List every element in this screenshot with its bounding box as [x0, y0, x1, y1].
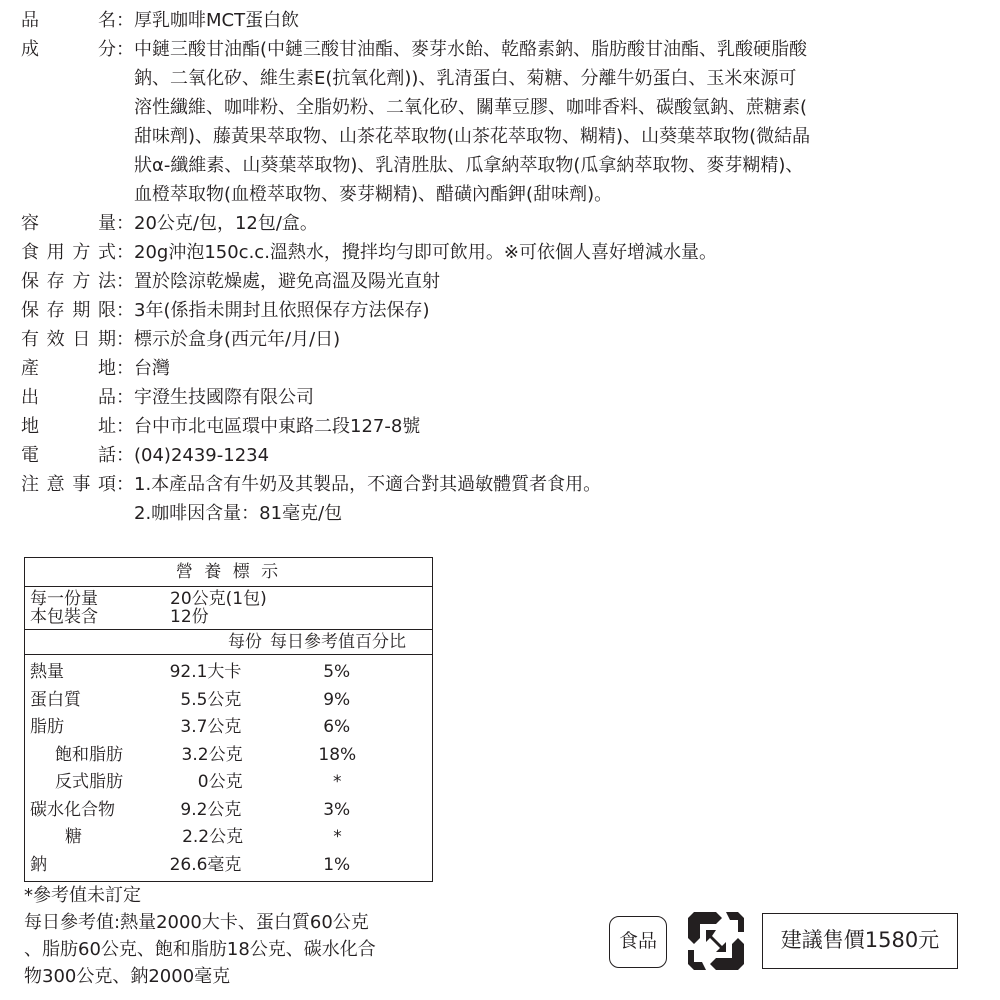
spec-value [134, 35, 986, 209]
nutrition-row [25, 824, 432, 852]
nutrient-amount: 0公克 [197, 772, 243, 792]
food-badge: 食品 [609, 916, 667, 968]
spec-value: (04)2439-1234 [134, 445, 270, 466]
nutrient-amount: 2.2公克 [182, 827, 244, 847]
nutrient-pct: 6% [323, 717, 351, 737]
nutrition-rows [25, 655, 432, 881]
spec-shelf-life [21, 296, 986, 325]
nutrient-name: 蛋白質 [30, 689, 81, 710]
spec-label: 有 效 日 期 [21, 329, 116, 350]
spec-colon: ： [116, 10, 134, 31]
spec-colon: ： [116, 242, 134, 263]
servings-row [30, 608, 432, 626]
spec-colon: ： [116, 300, 134, 321]
nutrition-row [25, 659, 432, 687]
servings-value: 12份 [170, 607, 209, 627]
nutrient-name: 糖 [65, 827, 82, 847]
nutrient-amount: 9.2公克 [180, 799, 242, 820]
col-daily-pct: 每日參考值百分比 [270, 632, 406, 652]
spec-storage [21, 267, 986, 296]
spec-value: 台灣 [134, 358, 170, 379]
spec-label: 地 址 [21, 416, 116, 437]
spec-volume [21, 209, 986, 238]
spec-colon: ： [116, 358, 134, 379]
product-specs [21, 6, 986, 528]
spec-origin [21, 354, 986, 383]
spec-value: 標示於盒身(西元年/月/日) [134, 329, 341, 350]
spec-phone [21, 441, 986, 470]
recycle-icon [686, 908, 746, 974]
spec-colon: ： [116, 271, 134, 292]
nutrient-name: 碳水化合物 [30, 799, 115, 820]
ingredients-line: 中鏈三酸甘油酯(中鏈三酸甘油酯、麥芽水飴、乾酪素鈉、脂肪酸甘油酯、乳酸硬脂酸 [134, 39, 808, 60]
spec-colon: ： [116, 39, 134, 60]
nutrition-serving-info [25, 587, 432, 629]
nutrient-name: 熱量 [30, 662, 64, 682]
nutrient-name: 反式脂肪 [55, 772, 123, 792]
ingredients-line: 溶性纖維、咖啡粉、全脂奶粉、二氧化矽、關華豆膠、咖啡香料、碳酸氫鈉、蔗糖素( [134, 97, 808, 118]
spec-ingredients [21, 35, 986, 209]
spec-value: 宇澄生技國際有限公司 [134, 387, 314, 408]
nutrition-row [25, 769, 432, 797]
footnote-line: *參考值未訂定 [24, 885, 141, 906]
nutrition-row [25, 797, 432, 825]
nutrient-name: 脂肪 [30, 717, 64, 737]
nutrition-row [25, 742, 432, 770]
ingredients-line: 鈉、二氧化矽、維生素E(抗氧化劑))、乳清蛋白、菊糖、分離牛奶蛋白、玉米來源可 [134, 68, 797, 89]
spec-notes [21, 470, 986, 528]
spec-name [21, 6, 986, 35]
spec-label: 注 意 事 項 [21, 474, 116, 495]
ingredients-line: 血橙萃取物(血橙萃取物、麥芽糊精)、醋磺內酯鉀(甜味劑)。 [134, 184, 613, 205]
spec-maker [21, 383, 986, 412]
nutrient-amount: 92.1大卡 [169, 662, 242, 682]
nutrition-footnote [24, 882, 376, 990]
spec-value: 置於陰涼乾燥處，避免高溫及陽光直射 [134, 271, 440, 292]
nutrient-pct: * [333, 772, 342, 792]
spec-value: 台中市北屯區環中東路二段127-8號 [134, 416, 421, 437]
spec-colon: ： [116, 416, 134, 437]
spec-value: 20公克/包，12包/盒。 [134, 213, 318, 234]
nutrition-table [24, 557, 433, 882]
spec-label: 出 品 [21, 387, 116, 408]
serving-size-row [30, 590, 432, 608]
spec-value: 3年(係指未開封且依照保存方法保存) [134, 300, 430, 321]
nutrient-pct: 5% [323, 662, 351, 682]
servings-label: 本包裝含 [30, 607, 98, 627]
spec-label: 食 用 方 式 [21, 242, 116, 263]
spec-label: 容 量 [21, 213, 116, 234]
spec-colon: ： [116, 329, 134, 350]
spec-label: 保 存 方 法 [21, 271, 116, 292]
serving-size-value: 20公克(1包) [170, 589, 267, 609]
spec-colon: ： [116, 474, 134, 495]
ingredients-line: 甜味劑)、藤黃果萃取物、山茶花萃取物(山茶花萃取物、糊精)、山葵葉萃取物(微結晶 [134, 126, 811, 147]
nutrient-name: 飽和脂肪 [55, 744, 123, 765]
spec-value [134, 470, 986, 528]
spec-address [21, 412, 986, 441]
spec-colon: ： [116, 213, 134, 234]
nutrition-title: 營 養 標 示 [25, 558, 432, 587]
nutrient-name: 鈉 [30, 854, 47, 875]
notes-line: 2.咖啡因含量：81毫克/包 [134, 503, 343, 524]
nutrition-row [25, 852, 432, 880]
spec-value: 20g沖泡150c.c.溫熱水，攪拌均勻即可飲用。※可依個人喜好增減水量。 [134, 242, 718, 263]
nutrient-pct: * [333, 827, 342, 847]
nutrient-amount: 3.7公克 [180, 717, 242, 737]
notes-line: 1.本產品含有牛奶及其製品，不適合對其過敏體質者食用。 [134, 474, 602, 495]
nutrient-amount: 3.2公克 [181, 744, 243, 765]
spec-expiry [21, 325, 986, 354]
nutrient-pct: 1% [323, 854, 351, 875]
spec-colon: ： [116, 445, 134, 466]
nutrient-pct: 9% [323, 689, 351, 710]
nutrition-header-row [25, 629, 432, 655]
col-per-serving: 每份 [228, 632, 262, 652]
spec-label: 電 話 [21, 445, 116, 466]
spec-colon: ： [116, 387, 134, 408]
serving-size-label: 每一份量 [30, 589, 98, 609]
spec-label: 品 名 [21, 10, 116, 31]
spec-label: 成 分 [21, 39, 116, 60]
spec-label: 產 地 [21, 358, 116, 379]
footnote-line: 物300公克、鈉2000毫克 [24, 966, 231, 987]
spec-usage [21, 238, 986, 267]
ingredients-line: 狀α-纖維素、山葵葉萃取物)、乳清胜肽、瓜拿納萃取物(瓜拿納萃取物、麥芽糊精)、 [134, 155, 804, 176]
nutrition-row [25, 687, 432, 715]
nutrient-amount: 5.5公克 [180, 689, 242, 710]
nutrient-pct: 18% [318, 744, 357, 765]
nutrition-row [25, 714, 432, 742]
footnote-line: 、脂肪60公克、飽和脂肪18公克、碳水化合 [24, 939, 376, 960]
spec-label: 保 存 期 限 [21, 300, 116, 321]
spec-value: 厚乳咖啡MCT蛋白飲 [134, 10, 300, 31]
suggested-price-box: 建議售價1580元 [762, 913, 958, 969]
nutrient-amount: 26.6毫克 [169, 854, 242, 875]
footnote-line: 每日參考值:熱量2000大卡、蛋白質60公克 [24, 912, 369, 933]
nutrient-pct: 3% [323, 799, 351, 820]
